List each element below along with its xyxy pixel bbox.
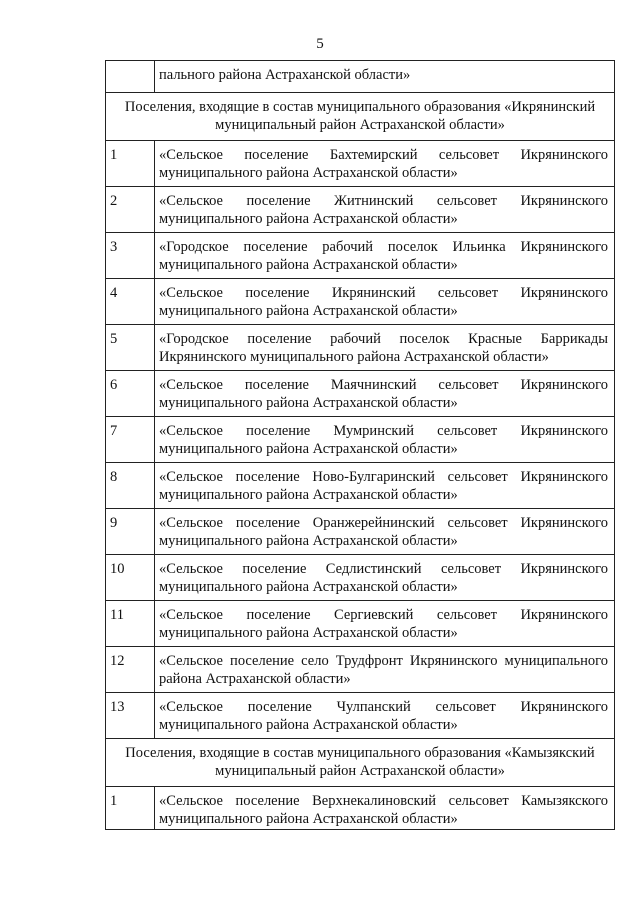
table-row xyxy=(106,787,615,830)
table-row xyxy=(106,555,615,601)
row-text: «Городское поселение рабочий поселок Ильинка Икрянинского муниципального района Астраханской области» xyxy=(155,233,615,279)
row-number: 8 xyxy=(106,463,155,509)
row-number: 9 xyxy=(106,509,155,555)
continuation-row xyxy=(106,61,615,93)
row-text: «Сельское поселение Седлистинский сельсовет Икрянинского муниципального района Астраханской области» xyxy=(155,555,615,601)
row-number: 1 xyxy=(106,141,155,187)
row-number: 2 xyxy=(106,187,155,233)
row-text: «Сельское поселение Мумринский сельсовет Икрянинского муниципального района Астраханской области» xyxy=(155,417,615,463)
table-row xyxy=(106,141,615,187)
row-number: 10 xyxy=(106,555,155,601)
row-text: «Сельское поселение село Трудфронт Икрянинского муниципального района Астраханской области» xyxy=(155,647,615,693)
row-text: «Сельское поселение Верхнекалиновский сельсовет Камызякского муниципального района Астраханской области» xyxy=(155,787,615,830)
table-row xyxy=(106,279,615,325)
table-row xyxy=(106,647,615,693)
row-number xyxy=(106,61,155,93)
row-text: «Сельское поселение Икрянинский сельсовет Икрянинского муниципального района Астраханской области» xyxy=(155,279,615,325)
table-row xyxy=(106,187,615,233)
table-row xyxy=(106,371,615,417)
settlements-table xyxy=(105,60,615,830)
row-text: «Сельское поселение Бахтемирский сельсовет Икрянинского муниципального района Астраханской области» xyxy=(155,141,615,187)
row-text: «Сельское поселение Чулпанский сельсовет Икрянинского муниципального района Астраханской области» xyxy=(155,693,615,739)
row-text: «Сельское поселение Ново-Булгаринский сельсовет Икрянинского муниципального района Астраханской области» xyxy=(155,463,615,509)
table-row xyxy=(106,417,615,463)
table-row xyxy=(106,601,615,647)
row-text: «Сельское поселение Маячнинский сельсовет Икрянинского муниципального района Астраханской области» xyxy=(155,371,615,417)
page-number: 5 xyxy=(316,36,324,52)
table-row xyxy=(106,693,615,739)
section-header: Поселения, входящие в состав муниципального образования «Икрянинский муниципальный район Астраханской области» xyxy=(106,93,615,141)
row-text: «Сельское поселение Сергиевский сельсовет Икрянинского муниципального района Астраханской области» xyxy=(155,601,615,647)
table-row xyxy=(106,463,615,509)
row-number: 6 xyxy=(106,371,155,417)
section-header: Поселения, входящие в состав муниципального образования «Камызякский муниципальный район Астраханской области» xyxy=(106,739,615,787)
table-row xyxy=(106,233,615,279)
table-row xyxy=(106,509,615,555)
section-header-row xyxy=(106,93,615,141)
row-number: 7 xyxy=(106,417,155,463)
row-number: 13 xyxy=(106,693,155,739)
row-text: «Сельское поселение Житнинский сельсовет Икрянинского муниципального района Астраханской области» xyxy=(155,187,615,233)
row-number: 1 xyxy=(106,787,155,830)
row-number: 5 xyxy=(106,325,155,371)
section-header-row xyxy=(106,739,615,787)
row-number: 11 xyxy=(106,601,155,647)
row-number: 12 xyxy=(106,647,155,693)
row-number: 4 xyxy=(106,279,155,325)
row-text: «Сельское поселение Оранжерейнинский сельсовет Икрянинского муниципального района Астраханской области» xyxy=(155,509,615,555)
row-text: пального района Астраханской области» xyxy=(155,61,615,93)
table-row xyxy=(106,325,615,371)
row-number: 3 xyxy=(106,233,155,279)
row-text: «Городское поселение рабочий поселок Красные Баррикады Икрянинского муниципального района Астраханской области» xyxy=(155,325,615,371)
